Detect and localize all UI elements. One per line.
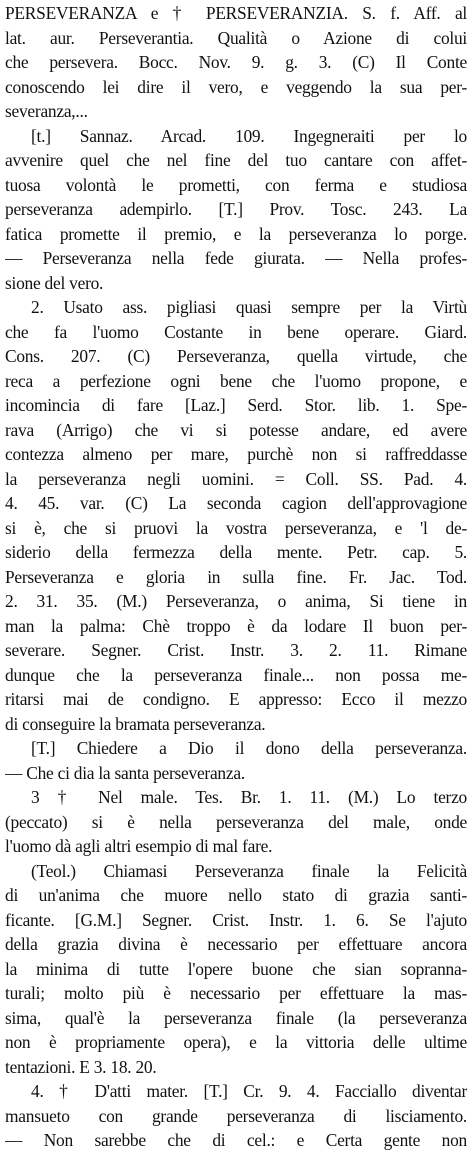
sense-4-line: 4. † D'atti mater. [T.] Cr. 9. 4. Facciallo diventar xyxy=(31,1081,467,1101)
text-line: reca a perfezione ogni bene che l'uomo propone, e xyxy=(5,370,467,391)
text-line: che fa l'uomo Costante in bene operare. Giard. xyxy=(5,321,467,342)
text-line: ritarsi mai de condigno. E appresso: Ecco il mezzo xyxy=(5,689,467,709)
text-line: — Perseveranza nella fede giurata. — Nella profes- xyxy=(5,248,467,268)
text-line: incomincia di fare [Laz.] Serd. Stor. lib. 1. Spe- xyxy=(5,395,467,415)
text-line: l'uomo dà agli altri esempio di mal fare. xyxy=(5,836,273,856)
sense-3-line: 3 † Nel male. Tes. Br. 1. 11. (M.) Lo terzo xyxy=(31,787,467,807)
text-line: [t.] Sannaz. Arcad. 109. Ingegneraiti per lo xyxy=(31,125,467,146)
sense-2-line: 2. Usato ass. pigliasi quasi sempre per la Virtù xyxy=(31,297,467,317)
text-line: turali; molto più è necessario per effettuare la mas- xyxy=(5,983,467,1003)
text-line: sima, qual'è la perseveranza finale (la perseveranza xyxy=(5,1007,467,1028)
text-line: che persevera. Bocc. Nov. 9. g. 3. (C) Il Conte xyxy=(5,52,467,72)
text-line: [T.] Chiedere a Dio il dono della perseveranza. xyxy=(31,738,467,758)
entry-headword-line: PERSEVERANZA e † PERSEVERANZIA. S. f. Aff. al xyxy=(5,3,467,23)
text-line: di un'anima che muore nello stato di grazia santi- xyxy=(5,885,467,905)
text-line: ficante. [G.M.] Segner. Crist. Instr. 1. 6. Se l'ajuto xyxy=(5,909,467,930)
text-line: man la palma: Chè troppo è da lodare Il buon per- xyxy=(5,615,467,636)
text-line: severare. Segner. Crist. Instr. 3. 2. 11. Rimane xyxy=(5,640,467,660)
text-line: tuosa volontà le prometti, con ferma e studiosa xyxy=(5,174,467,195)
text-line: fatica promette il premio, e la perseveranza lo porge. xyxy=(5,223,467,244)
text-line: avvenire quel che nel fine del tuo cantare con affet- xyxy=(5,150,467,170)
text-line: la perseveranza negli uomini. = Coll. SS. Pad. 4. xyxy=(5,468,467,489)
text-line: di conseguire la bramata perseveranza. xyxy=(5,713,266,734)
text-line: conoscendo lei dire il vero, e veggendo la sua per- xyxy=(5,76,467,97)
text-line: Perseveranza e gloria in sulla fine. Fr. Jac. Tod. xyxy=(5,566,467,587)
text-line: 2. 31. 35. (M.) Perseveranza, o anima, Si tiene in xyxy=(5,591,467,611)
text-line: Cons. 207. (C) Perseveranza, quella virtude, che xyxy=(5,346,467,366)
text-line: (Teol.) Chiamasi Perseveranza finale la Felicità xyxy=(31,860,467,881)
text-line: mansueto con grande perseveranza di lisciamento. xyxy=(5,1105,467,1126)
text-line: tentazioni. E 3. 18. 20. xyxy=(5,1056,157,1077)
text-line: — Che ci dia la santa perseveranza. xyxy=(5,762,245,783)
text-line: perseveranza adempirlo. [T.] Prov. Tosc. 243. La xyxy=(5,199,467,219)
text-line: sione del vero. xyxy=(5,272,104,293)
text-line: si è, che si pruovi la vostra perseveranza, e 'l de- xyxy=(5,517,467,538)
text-line: dunque che la perseveranza finale... non possa me- xyxy=(5,664,467,685)
text-line: la minima di tutte l'opere buone che sian sopranna- xyxy=(5,958,467,979)
text-line: rava (Arrigo) che vi si potesse andare, ed avere xyxy=(5,419,467,440)
dictionary-page xyxy=(0,1,471,1150)
text-line: lat. aur. Perseverantia. Qualità o Azione di colui xyxy=(5,27,467,48)
text-line: severanza,... xyxy=(5,101,88,121)
text-line: della grazia divina è necessario per effettuare ancora xyxy=(5,934,467,954)
text-line: siderio della fermezza della mente. Petr. cap. 5. xyxy=(5,542,467,562)
text-line: contezza almeno per mare, purchè non si raffreddasse xyxy=(5,444,467,464)
text-line: (peccato) si è nella perseveranza del male, onde xyxy=(5,811,467,832)
text-line: non è propriamente opera), e la vittoria delle ultime xyxy=(5,1032,467,1052)
text-line: — Non sarebbe che di cel.: e Certa gente non xyxy=(5,1130,467,1150)
text-line: 4. 45. var. (C) La seconda cagion dell'approvagione xyxy=(5,493,467,513)
